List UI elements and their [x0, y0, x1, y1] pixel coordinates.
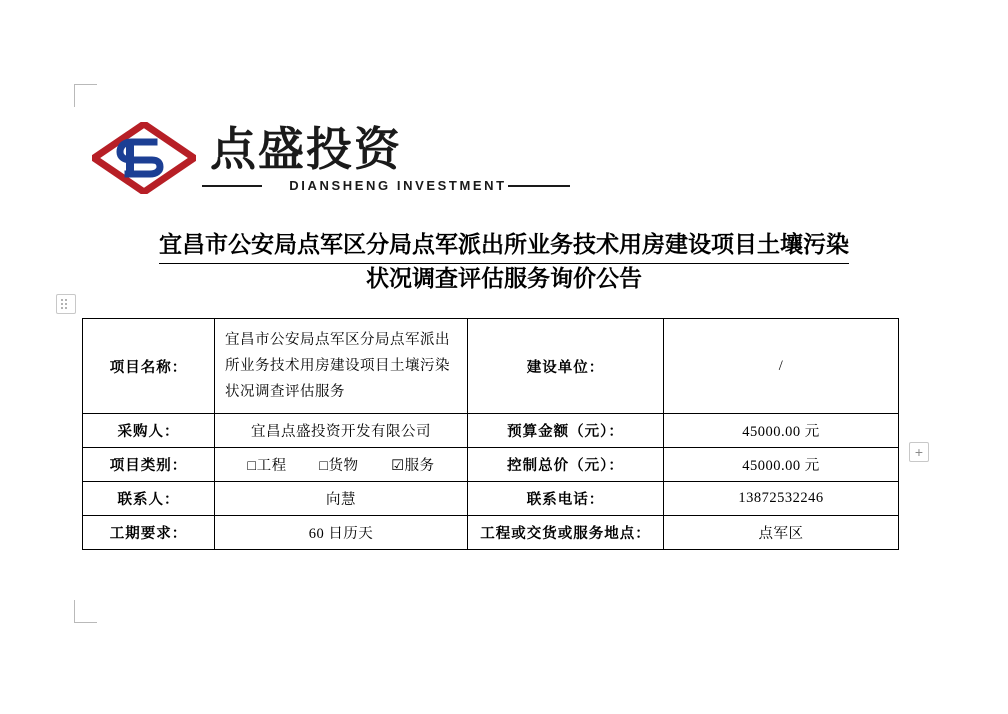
construction-unit-value: / [664, 319, 899, 414]
table-row [83, 319, 899, 414]
contact-phone-value: 13872532246 [664, 482, 899, 516]
add-column-button[interactable]: + [909, 442, 929, 462]
page-title-line-2 [84, 262, 924, 296]
duration-label: 工期要求： [83, 516, 215, 550]
logo-english-name: DIANSHENG INVESTMENT [289, 178, 507, 193]
table-row [83, 414, 899, 448]
control-price-value: 45000.00 元 [664, 448, 899, 482]
table-drag-handle[interactable] [56, 294, 76, 314]
construction-unit-label: 建设单位： [468, 319, 664, 414]
page-title-line-1 [84, 228, 924, 264]
duration-value: 60 日历天 [215, 516, 468, 550]
category-option-engineering[interactable]: □工程 [247, 458, 287, 474]
budget-amount-label: 预算金额（元）： [468, 414, 664, 448]
crop-mark-top-left [74, 84, 97, 107]
table-row [83, 516, 899, 550]
crop-mark-bottom-left [74, 600, 97, 623]
contact-person-label: 联系人： [83, 482, 215, 516]
company-logo [92, 122, 507, 198]
page-title-line-1-text: 宜昌市公安局点军区分局点军派出所业务技术用房建设项目土壤污染 [159, 228, 849, 264]
logo-chinese-name: 点盛投资 [210, 123, 402, 175]
table-row [83, 482, 899, 516]
contact-person-value: 向慧 [215, 482, 468, 516]
project-category-value [215, 448, 468, 482]
grip-dots-icon [61, 299, 71, 309]
page-title-line-2-text: 状况调查评估服务询价公告 [366, 266, 642, 291]
project-category-label: 项目类别： [83, 448, 215, 482]
project-category-options [219, 454, 463, 475]
project-info-table [82, 318, 899, 550]
table-row [83, 448, 899, 482]
project-name-label: 项目名称： [83, 319, 215, 414]
contact-phone-label: 联系电话： [468, 482, 664, 516]
category-option-goods[interactable]: □货物 [319, 458, 359, 474]
category-option-service[interactable]: ☑服务 [391, 458, 435, 474]
purchaser-value: 宜昌点盛投资开发有限公司 [215, 414, 468, 448]
logo-mark-icon [92, 122, 196, 194]
location-label: 工程或交货或服务地点： [468, 516, 664, 550]
control-price-label: 控制总价（元）： [468, 448, 664, 482]
project-name-value: 宜昌市公安局点军区分局点军派出所业务技术用房建设项目土壤污染状况调查评估服务 [215, 319, 468, 414]
budget-amount-value: 45000.00 元 [664, 414, 899, 448]
location-value: 点军区 [664, 516, 899, 550]
purchaser-label: 采购人： [83, 414, 215, 448]
